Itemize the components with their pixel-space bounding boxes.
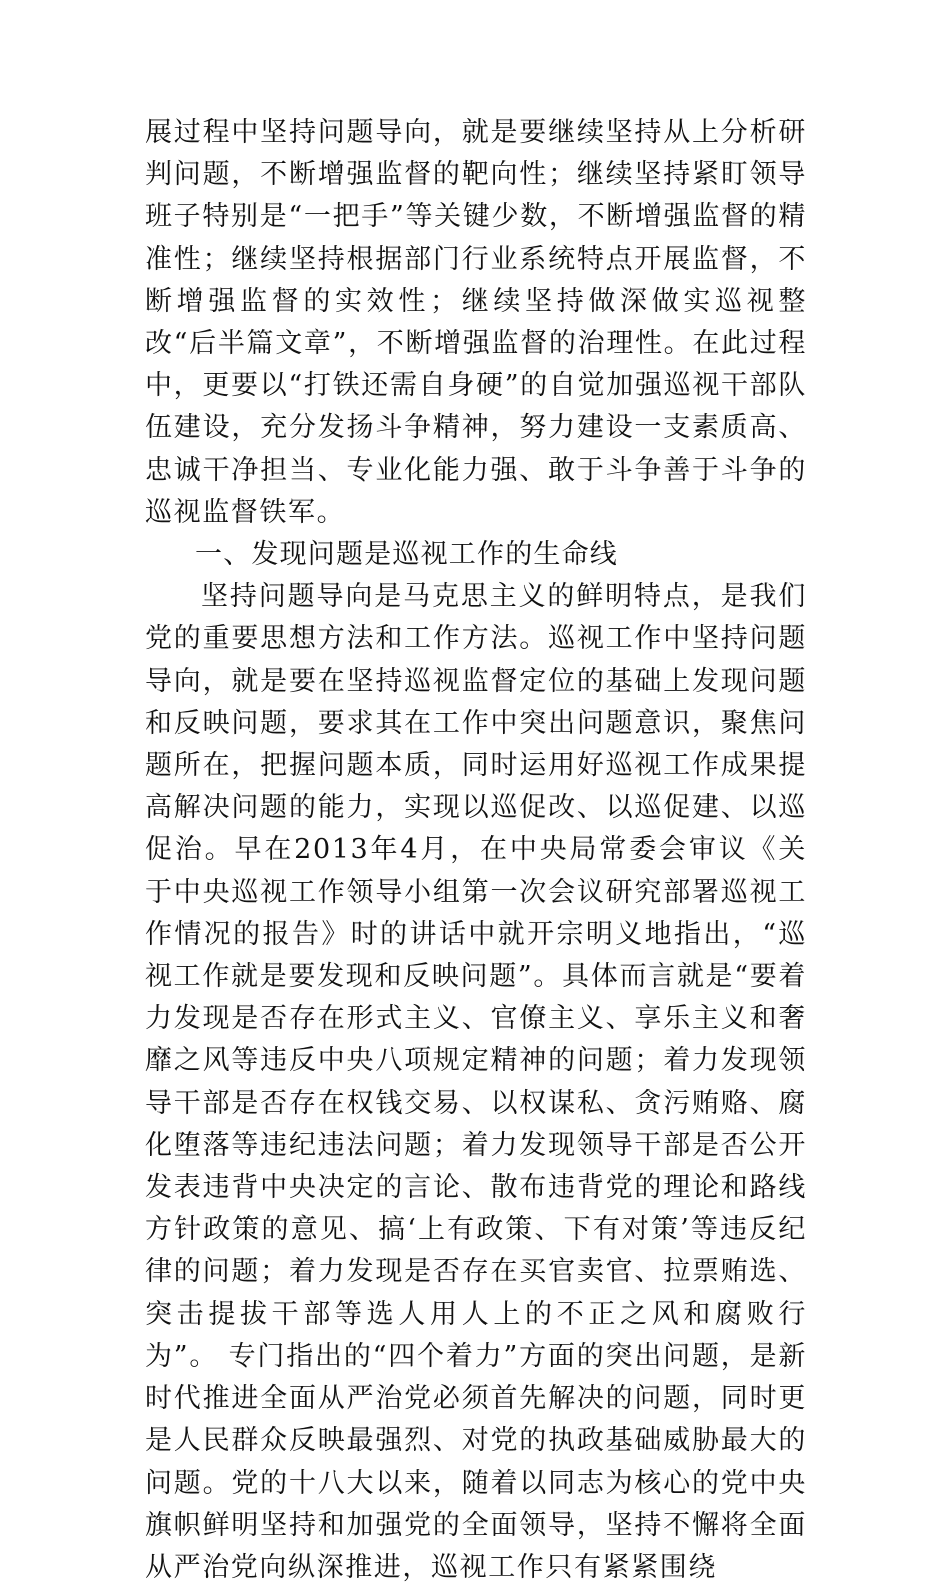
section-heading: 一、发现问题是巡视工作的生命线 [195, 539, 618, 571]
paragraph-continuation: 展过程中坚持问题导向，就是要继续坚持从上分析研判问题，不断增强监督的靶向性；继续坚持紧盯领导班子特别是“一把手”等关键少数，不断增强监督的精准性；继续坚持根据部门行业系统特点开展监督，不断增强监督的实效性；继续坚持做深做实巡视整改“后半篇文章”，不断增强监督的治理性。在此过程中，更要以“打铁还需自身硬”的自觉加强巡视干部队伍建设，充分发扬斗争精神，努力建设一支素质高、忠诚干净担当、专业化能力强、敢于斗争善于斗争的巡视监督铁军。 [145, 117, 807, 528]
document-body [145, 112, 807, 1589]
paragraph-body: 坚持问题导向是马克思主义的鲜明特点，是我们党的重要思想方法和工作方法。巡视工作中坚持问题导向，就是要在坚持巡视监督定位的基础上发现问题和反映问题，要求其在工作中突出问题意识，聚焦问题所在，把握问题本质，同时运用好巡视工作成果提高解决问题的能力，实现以巡促改、以巡促建、以巡促治。早在2013年4月，在中央局常委会审议《关于中央巡视工作领导小组第一次会议研究部署巡视工作情况的报告》时的讲话中就开宗明义地指出，“巡视工作就是要发现和反映问题”。具体而言就是“要着力发现是否存在形式主义、官僚主义、享乐主义和奢靡之风等违反中央八项规定精神的问题；着力发现领导干部是否存在权钱交易、以权谋私、贪污贿赂、腐化堕落等违纪违法问题；着力发现领导干部是否公开发表违背中央决定的言论、散布违背党的理论和路线方针政策的意见、搞‘上有政策、下有对策’等违反纪律的问题；着力发现是否存在买官卖官、拉票贿选、突击提拔干部等选人用人上的不正之风和腐败行为”。 专门指出的“四个着力”方面的突出问题，是新时代推进全面从严治党必须首先解决的问题，同时更是人民群众反映最强烈、对党的执政基础威胁最大的问题。党的十八大以来，随着以同志为核心的党中央旗帜鲜明坚持和加强党的全面领导，坚持不懈将全面从严治党向纵深推进，巡视工作只有紧紧围绕 [145, 581, 807, 1583]
